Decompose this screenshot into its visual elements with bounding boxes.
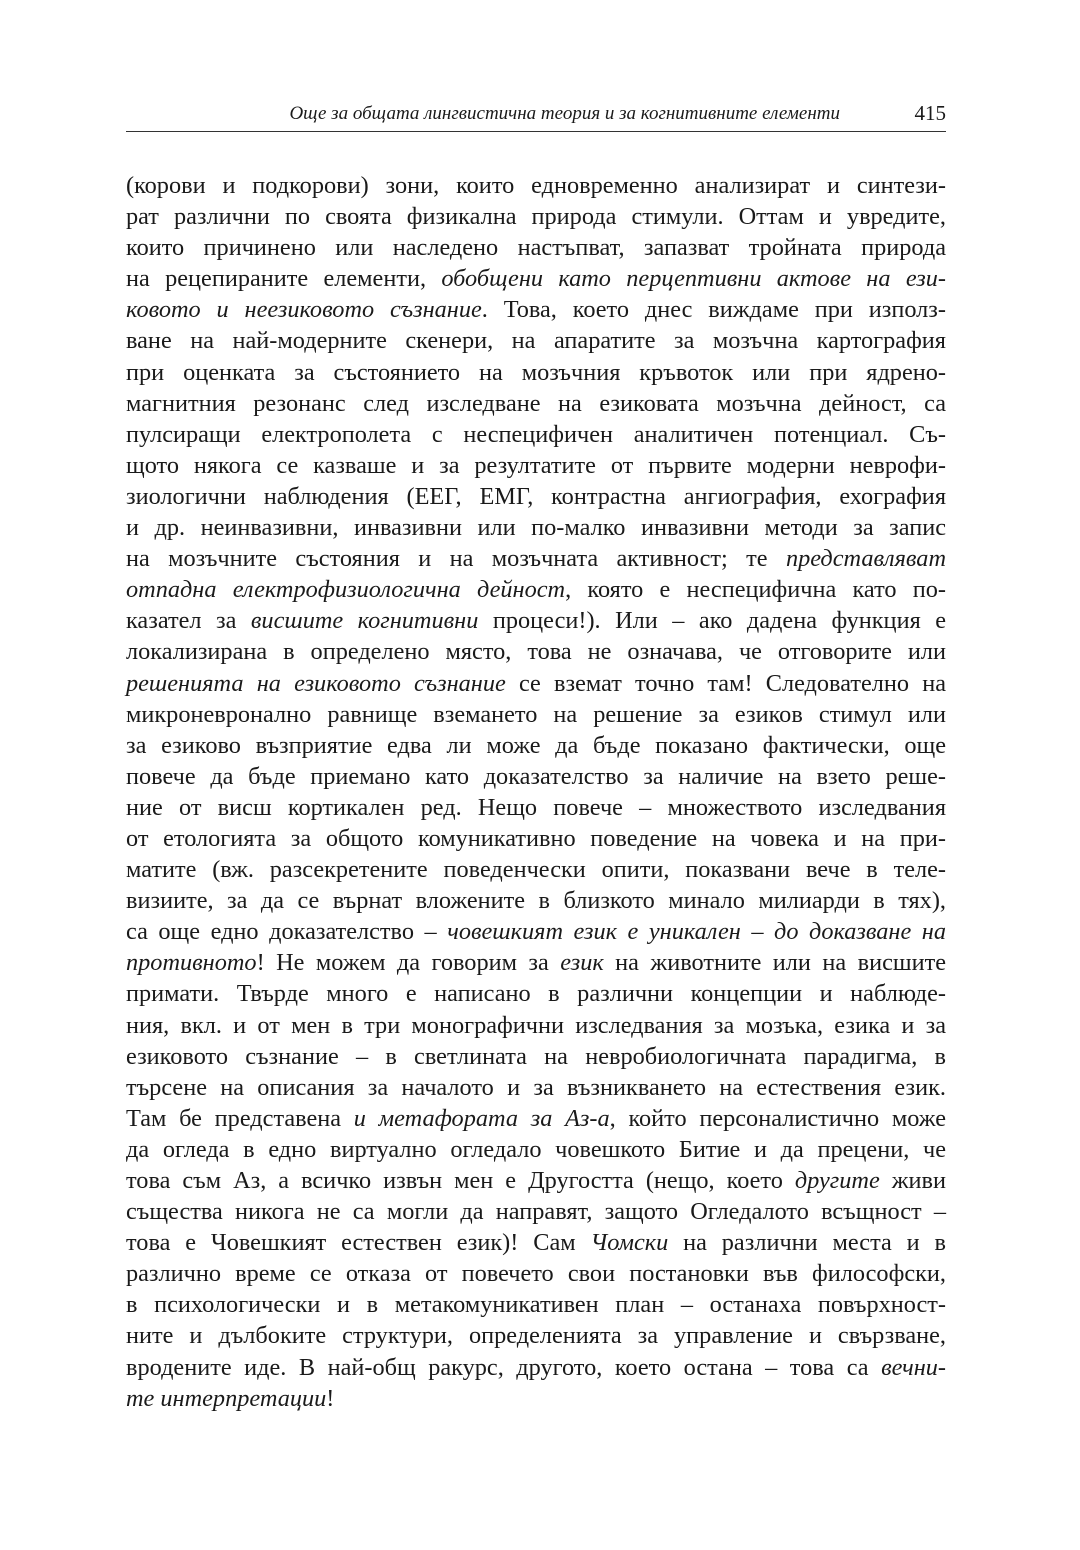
italic-text: другите — [794, 1167, 880, 1194]
text-segment: са още едно доказателство – — [126, 918, 448, 946]
italic-text: те интерпретации — [126, 1384, 327, 1412]
text-line — [126, 823, 946, 854]
text-segment: същества никога не са могли да направят, защото Огледалото всъщност – — [126, 1198, 946, 1226]
text-segment: за езиково възприятие едва ли може да бъде показано фактически, още — [126, 731, 946, 759]
italic-text: отпадна електрофизиологична дейност — [126, 576, 566, 604]
text-line — [126, 1134, 946, 1165]
running-title: Още за общата лингвистична теория и за когнитивните елементи — [289, 103, 840, 124]
text-segment: ние от висш кортикален ред. Нещо повече – множеството изследвания — [126, 793, 946, 821]
text-segment: на рецепираните елементи, — [126, 265, 442, 293]
text-line — [126, 388, 946, 419]
text-line — [126, 201, 946, 232]
text-line — [126, 574, 946, 605]
text-segment: микроневронално равнище вземането на решение за езиков стимул или — [126, 700, 946, 728]
text-line — [126, 1383, 946, 1414]
text-line — [126, 1165, 946, 1196]
text-line — [126, 419, 946, 450]
text-segment: локализирана в определено място, това не означава, че отговорите или — [126, 638, 946, 666]
text-segment: ване на най-модерните скенери, на апаратите за мозъчна картография — [126, 327, 946, 355]
text-segment: от етологията за общото комуникативно поведение на човека и на при- — [126, 824, 946, 852]
text-segment: рат различни по своята физикална природа стимули. Оттам и увредите, — [126, 203, 946, 231]
italic-text: вечни- — [881, 1353, 946, 1381]
text-line — [126, 792, 946, 823]
text-line — [126, 916, 946, 947]
text-segment: , която е неспецифична като по- — [565, 576, 947, 604]
text-line — [126, 450, 946, 481]
italic-text: и метафората за Аз-а — [353, 1104, 610, 1132]
text-line — [126, 885, 946, 916]
text-line — [126, 232, 946, 263]
text-segment: на животните или на висшите — [603, 949, 946, 977]
text-segment: се вземат точно там! Следователно на — [505, 669, 946, 697]
text-segment: и др. неинвазивни, инвазивни или по-малко инвазивни методи за запис — [126, 514, 946, 542]
italic-text: представляват — [785, 545, 946, 573]
text-segment: магнитния резонанс след изследване на езиковата мозъчна дейност, са — [126, 389, 946, 417]
text-line — [126, 1320, 946, 1351]
text-line — [126, 1289, 946, 1320]
text-segment: вродените иде. В най-общ ракурс, другото, което остана – това са — [126, 1353, 882, 1381]
italic-text: Чомски — [590, 1229, 669, 1257]
text-line — [126, 1196, 946, 1227]
text-line — [126, 1072, 946, 1103]
text-line — [126, 1010, 946, 1041]
text-segment: (корови и подкорови) зони, които едновременно анализират и синтези- — [126, 172, 946, 199]
text-segment: ! Не можем да говорим за — [256, 949, 561, 977]
text-line — [126, 978, 946, 1009]
italic-text: език — [560, 949, 604, 977]
text-line — [126, 668, 946, 699]
text-segment: на мозъчните състояния и на мозъчната активност; те — [126, 545, 786, 573]
text-segment: това съм Аз, а всичко извън мен е Другостта (нещо, което — [126, 1167, 795, 1194]
text-line — [126, 543, 946, 574]
text-segment: в психологически и в метакомуникативен план – останаха повърхност- — [126, 1291, 946, 1319]
text-segment: матите (вж. разсекретените поведенчески опити, показвани вече в теле- — [126, 856, 946, 884]
text-segment: процеси!). Или – ако дадена функция е — [478, 607, 947, 635]
text-line — [126, 947, 946, 978]
text-segment: . Това, което днес виждаме при използ- — [481, 296, 946, 324]
text-segment: да огледа в едно виртуално огледало човешкото Битие и да прецени, че — [126, 1135, 946, 1163]
text-line — [126, 170, 946, 201]
text-segment: това е Човешкият естествен език)! Сам — [126, 1229, 591, 1257]
text-segment: зиологични наблюдения (ЕЕГ, ЕМГ, контрастна ангиография, ехография — [126, 482, 946, 510]
text-line — [126, 512, 946, 543]
italic-text: ковото и неезиковото съзнание — [126, 296, 482, 324]
text-line — [126, 636, 946, 667]
text-line — [126, 605, 946, 636]
text-line — [126, 294, 946, 325]
text-segment: ! — [326, 1384, 335, 1412]
text-segment: езиковото съзнание – в светлината на невробиологичната парадигма, в — [126, 1042, 946, 1070]
text-line — [126, 854, 946, 885]
text-segment: пулсиращи електрополета с неспецифичен аналитичен потенциал. Съ- — [126, 420, 946, 448]
italic-text: човешкият език е уникален – до доказване на — [447, 918, 946, 946]
page-number: 415 — [914, 101, 946, 125]
text-segment: на различни места и в — [668, 1229, 946, 1257]
text-line — [126, 481, 946, 512]
text-line — [126, 1352, 946, 1383]
text-line — [126, 761, 946, 792]
italic-text: противното — [126, 949, 257, 977]
text-line — [126, 325, 946, 356]
text-segment: търсене на описания за началото и за възникването на естествения език. — [126, 1073, 946, 1101]
text-segment: Там бе представена — [126, 1104, 354, 1132]
italic-text: решенията на езиковото съзнание — [126, 669, 506, 697]
italic-text: обобщени като перцептивни актове на ези- — [441, 265, 946, 293]
text-segment: , който персоналистично може — [609, 1104, 947, 1132]
text-line — [126, 699, 946, 730]
text-segment: визиите, за да се върнат вложените в близкото минало милиарди в тях), — [126, 887, 946, 915]
running-header — [126, 100, 946, 132]
text-segment: повече да бъде приемано като доказателство за наличие на взето реше- — [126, 762, 946, 790]
text-line — [126, 1041, 946, 1072]
text-segment: които причинено или наследено настъпват, запазват тройната природа — [126, 234, 946, 262]
text-line — [126, 1258, 946, 1289]
text-line — [126, 1227, 946, 1258]
text-segment: щото някога се казваше и за резултатите от първите модерни неврофи- — [126, 451, 946, 479]
text-segment: примати. Твърде много е написано в различни концепции и наблюде- — [126, 980, 946, 1008]
text-segment: казател за — [126, 607, 251, 635]
text-line — [126, 1103, 946, 1134]
italic-text: висшите когнитивни — [250, 607, 479, 635]
text-segment: различно време се отказа от повечето свои постановки във философски, — [126, 1260, 946, 1288]
text-segment: ния, вкл. и от мен в три монографични изследвания за мозъка, езика и за — [126, 1011, 946, 1039]
body-paragraph — [126, 170, 946, 1414]
text-line — [126, 730, 946, 761]
text-line — [126, 263, 946, 294]
text-segment: ните и дълбоките структури, определенията за управление и свързване, — [126, 1322, 946, 1350]
text-segment: при оценката за състоянието на мозъчния кръвоток или при ядрено- — [126, 358, 946, 386]
text-segment: живи — [879, 1167, 947, 1194]
text-line — [126, 357, 946, 388]
